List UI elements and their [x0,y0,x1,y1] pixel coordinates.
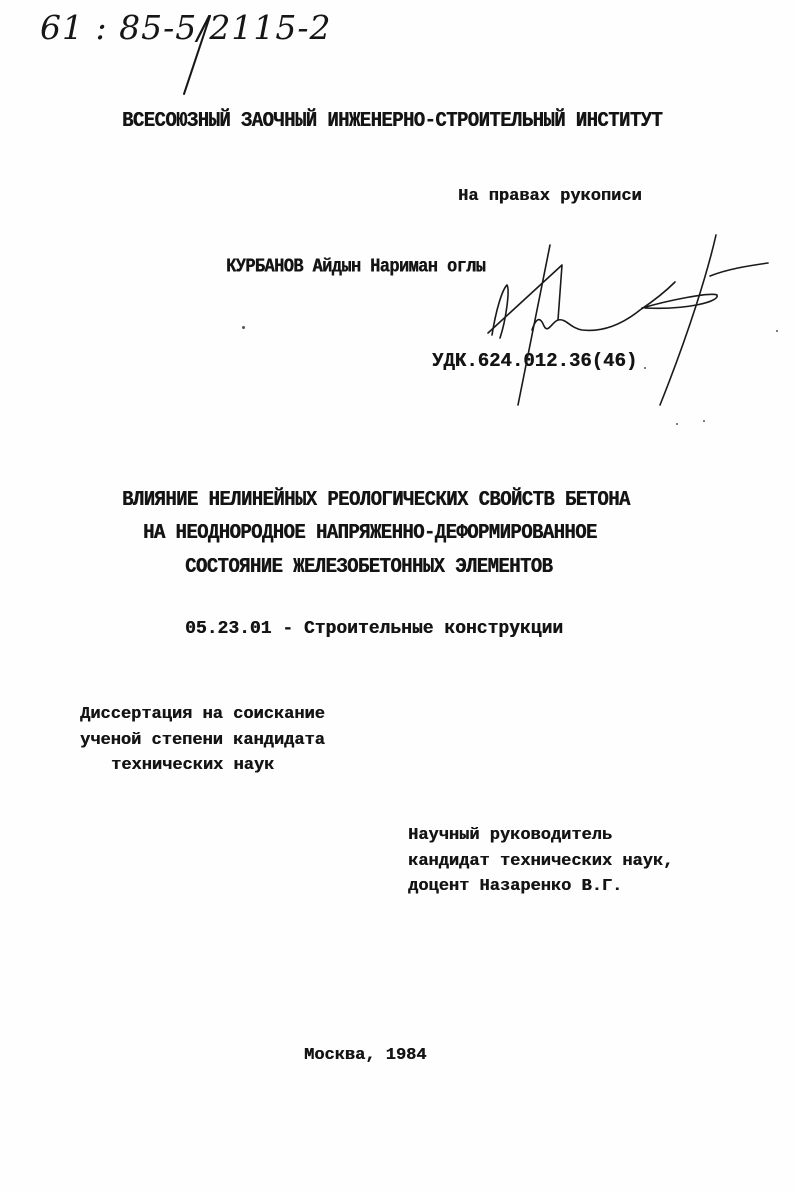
slash-stroke-icon [180,12,220,102]
degree-line-3: технических наук [111,756,275,775]
supervisor-line-1: Научный руководитель [408,826,613,845]
degree-line-1: Диссертация на соискание [80,705,325,724]
scan-speck [242,326,245,329]
title-line-3: СОСТОЯНИЕ ЖЕЛЕЗОБЕТОННЫХ ЭЛЕМЕНТОВ [185,554,553,579]
supervisor-line-2: кандидат технических наук, [408,852,674,871]
scan-speck [676,423,678,425]
manuscript-rights-note: На правах рукописи [458,187,642,206]
degree-line-2: ученой степени кандидата [80,731,325,750]
author-name: КУРБАНОВ Айдын Нариман оглы [226,257,486,279]
author-signature-icon [470,230,790,420]
udc-code: УДК.624.012.36(46) [432,350,638,372]
place-and-year: Москва, 1984 [304,1046,427,1065]
specialty-code: 05.23.01 - Строительные конструкции [185,619,564,639]
supervisor-line-3: доцент Назаренко В.Г. [408,877,623,896]
scan-speck [703,420,705,422]
scan-speck [776,330,778,332]
title-line-1: ВЛИЯНИЕ НЕЛИНЕЙНЫХ РЕОЛОГИЧЕСКИХ СВОЙСТВ БЕТОНА [122,487,630,512]
catalog-mark-text: 61 : 85-5/2115-2 [40,8,332,47]
title-line-2: НА НЕОДНОРОДНОЕ НАПРЯЖЕННО-ДЕФОРМИРОВАННОЕ [143,520,597,545]
institution-name: ВСЕСОЮЗНЫЙ ЗАОЧНЫЙ ИНЖЕНЕРНО-СТРОИТЕЛЬНЫЙ ИНСТИТУТ [122,108,663,133]
scan-speck [644,367,646,369]
handwritten-catalog-mark [40,8,331,47]
